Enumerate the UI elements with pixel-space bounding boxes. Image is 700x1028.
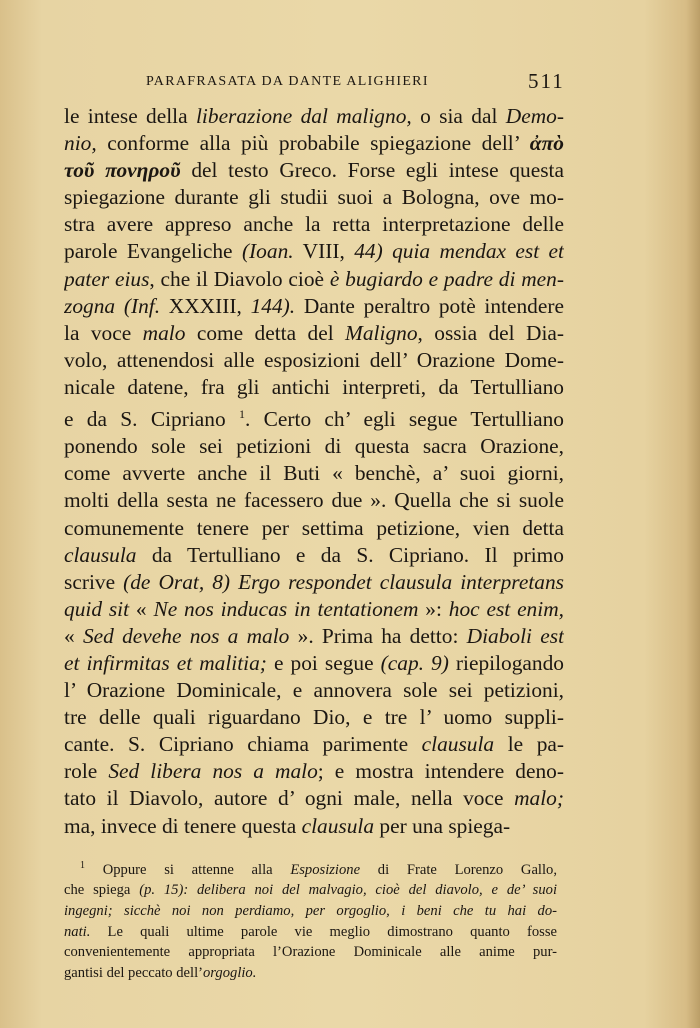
text-line: zogna (Inf. XXXIII, 144). Dante peraltro potè intendere <box>64 293 564 318</box>
text-line: tre delle quali riguardano Dio, e tre l’ uomo suppli- <box>64 705 564 730</box>
text-line: role Sed libera nos a malo; e mostra intendere deno- <box>64 759 564 784</box>
text-line: ma, invece di tenere questa clausula per una spiega- <box>64 813 511 838</box>
footnote-line: nati. Le quali ultime parole vie meglio dimostrano quanto fosse <box>64 923 557 940</box>
text-line: nicale datene, fra gli antichi interpreti, da Tertulliano <box>64 374 564 399</box>
greek-text: ἀπὸ <box>529 131 564 156</box>
page-edge-shadow <box>686 0 700 1028</box>
text-line: nio, conforme alla più probabile spiegazione dell’ ἀπὸ <box>64 131 564 156</box>
text-line: l’ Orazione Dominicale, e annovera sole sei petizioni, <box>64 678 564 703</box>
text-line: e da S. Cipriano $^1$. Certo ch’ egli segue Tertulliano <box>64 407 564 432</box>
running-title: PARAFRASATA DA DANTE ALIGHIERI <box>146 74 429 89</box>
text-line: spiegazione durante gli studii suoi a Bologna, ove mo- <box>64 185 564 210</box>
text-line: le intese della liberazione dal maligno, o sia dal Demo- <box>64 104 564 128</box>
text-line: molti della sesta ne facessero due ». Quella che si suole <box>64 488 564 513</box>
footnote-line: gantisi del peccato dell’orgoglio. <box>64 964 257 981</box>
footnote-line: $^1$ Oppure si attenne alla Esposizione di Frate Lorenzo Gallo, <box>80 860 557 878</box>
text-line: quid sit « Ne nos inducas in tentationem »: hoc est enim, <box>64 596 564 621</box>
page-header <box>0 69 700 96</box>
text-line: come avverte anche il Buti « benchè, a’ suoi giorni, <box>64 461 564 486</box>
text-line: et infirmitas et malitia; e poi segue (cap. 9) riepilogando <box>64 651 564 675</box>
greek-text: τοῦ πονηροῦ <box>64 158 181 183</box>
page-number: 511 <box>528 69 565 93</box>
text-line: stra avere appreso anche la retta interpretazione delle <box>64 212 564 237</box>
text-line: parole Evangeliche (Ioan. VIII, 44) quia mendax est et <box>64 239 564 264</box>
text-line: « Sed devehe nos a malo ». Prima ha detto: Diaboli est <box>64 623 564 648</box>
text-line: la voce malo come detta del Maligno, ossia del Dia- <box>64 320 564 345</box>
main-text <box>64 103 564 840</box>
footnote-number: 1 <box>80 860 85 871</box>
footnote-line: convenientemente appropriata l’Orazione Dominicale alle anime pur- <box>64 944 557 961</box>
text-line: pater eius, che il Diavolo cioè è bugiardo e padre di men- <box>64 266 564 291</box>
footnote-line: ingegni; sicchè noi non perdiamo, per orgoglio, i beni che tu hai do- <box>64 903 557 920</box>
footnote-marker: 1 <box>238 407 245 422</box>
text-line: scrive (de Orat, 8) Ergo respondet clausula interpretans <box>64 569 564 594</box>
footnote <box>64 856 557 983</box>
text-line: tato il Diavolo, autore d’ ogni male, nella voce malo; <box>64 786 564 811</box>
text-line: τοῦ πονηροῦ del testo Greco. Forse egli intese questa <box>64 158 564 183</box>
text-line: clausula da Tertulliano e da S. Cipriano. Il primo <box>64 542 564 567</box>
text-line: cante. S. Cipriano chiama parimente clausula le pa- <box>64 732 564 757</box>
footnote-line: che spiega (p. 15): delibera noi del malvagio, cioè del diavolo, e de’ suoi <box>64 882 557 899</box>
text-line: ponendo sole sei petizioni di questa sacra Orazione, <box>64 434 564 459</box>
text-line: comunemente tenere per settima petizione, vien detta <box>64 515 564 540</box>
text-line: volo, attenendosi alle esposizioni dell’ Orazione Dome- <box>64 347 564 372</box>
